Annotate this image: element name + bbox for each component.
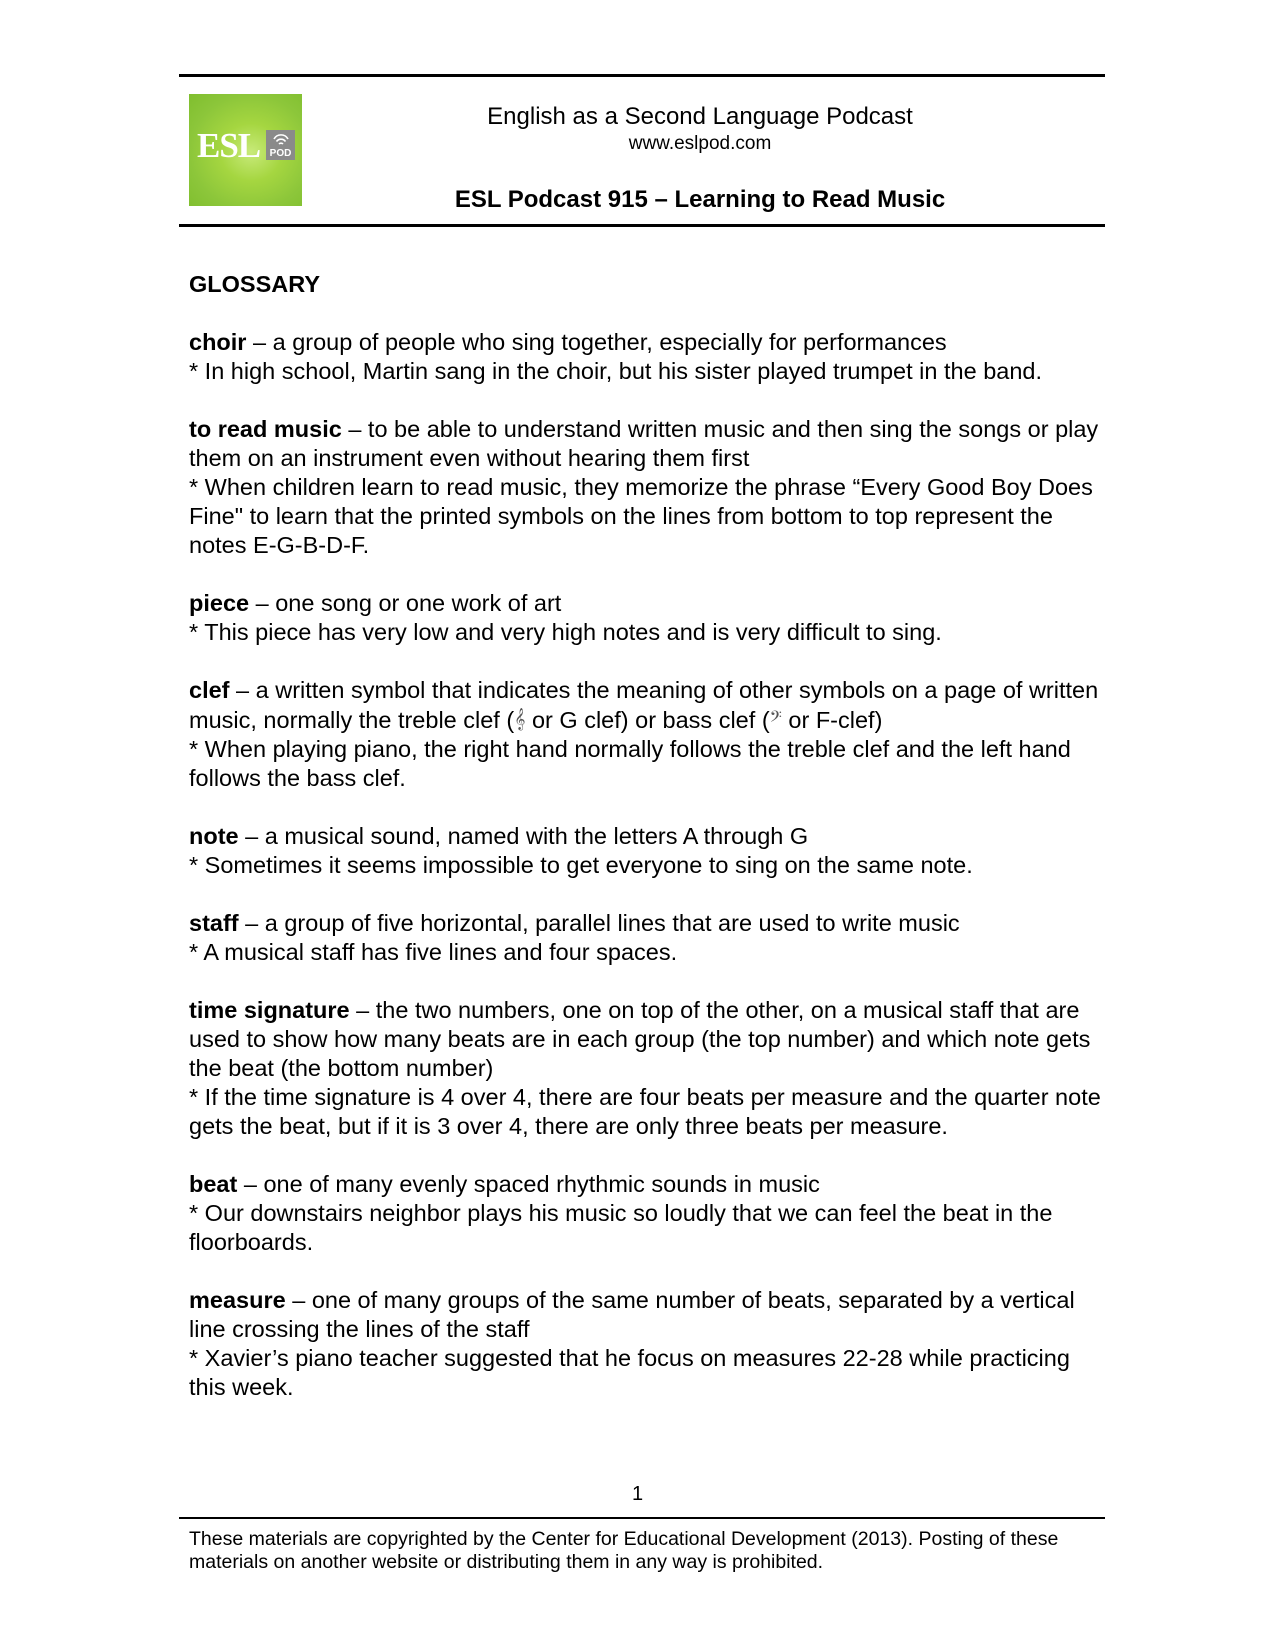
example: * Sometimes it seems impossible to get everyone to sing on the same note. bbox=[189, 852, 973, 878]
term: clef bbox=[189, 677, 230, 703]
episode-title: ESL Podcast 915 – Learning to Read Music bbox=[454, 186, 946, 213]
glossary-section bbox=[189, 270, 1109, 1431]
example: * This piece has very low and very high notes and is very difficult to sing. bbox=[189, 619, 942, 645]
treble-clef-icon: 𝄞 bbox=[514, 708, 526, 730]
glossary-entry-piece bbox=[189, 589, 1109, 647]
glossary-entry-choir bbox=[189, 328, 1109, 386]
definition: – one of many groups of the same number of beats, separated by a vertical line crossing the lines of the staff bbox=[189, 1287, 1075, 1342]
glossary-entry-staff bbox=[189, 909, 1109, 967]
eslpod-logo bbox=[189, 94, 302, 206]
definition: – a musical sound, named with the letters A through G bbox=[238, 823, 809, 849]
footer-rule bbox=[179, 1517, 1105, 1519]
definition: – the two numbers, one on top of the other, on a musical staff that are used to show how many beats are in each group (the top number) and which note gets the beat (the bottom number) bbox=[189, 997, 1091, 1081]
term: piece bbox=[189, 590, 250, 616]
bass-clef-icon: 𝄢 bbox=[769, 708, 782, 730]
definition-part-a: – a written symbol that indicates the meaning of other symbols on a page of written music, normally the treble clef ( bbox=[189, 677, 1099, 733]
page-number: 1 bbox=[631, 1483, 644, 1505]
site-name: English as a Second Language Podcast bbox=[487, 103, 913, 130]
header-top-rule bbox=[179, 74, 1105, 77]
term: measure bbox=[189, 1287, 286, 1313]
example: * In high school, Martin sang in the choir, but his sister played trumpet in the band. bbox=[189, 358, 1043, 384]
example: * Our downstairs neighbor plays his music so loudly that we can feel the beat in the floorboards. bbox=[189, 1200, 1053, 1255]
term: to read music bbox=[189, 416, 342, 442]
podcast-wave-icon bbox=[273, 132, 289, 147]
definition: – a group of people who sing together, especially for performances bbox=[246, 329, 947, 355]
definition: – to be able to understand written music and then sing the songs or play them on an instrument even without hearing them first bbox=[189, 416, 1099, 471]
example: * A musical staff has five lines and four spaces. bbox=[189, 939, 678, 965]
definition: – one of many evenly spaced rhythmic sounds in music bbox=[237, 1171, 820, 1197]
logo-pod-text: POD bbox=[269, 148, 292, 159]
example: * When children learn to read music, they memorize the phrase “Every Good Boy Does Fine" to learn that the printed symbols on the lines from bottom to top represent the notes E-G-B-D-F. bbox=[189, 474, 1093, 558]
glossary-entry-note bbox=[189, 822, 1109, 880]
term: choir bbox=[189, 329, 247, 355]
term: beat bbox=[189, 1171, 238, 1197]
glossary-title: GLOSSARY bbox=[189, 271, 321, 297]
term: note bbox=[189, 823, 239, 849]
term: time signature bbox=[189, 997, 350, 1023]
glossary-entry-beat bbox=[189, 1170, 1109, 1257]
example: * When playing piano, the right hand normally follows the treble clef and the left hand follows the bass clef. bbox=[189, 736, 1071, 791]
definition-part-b: or G clef) or bass clef ( bbox=[525, 707, 770, 733]
header-bottom-rule bbox=[179, 224, 1105, 227]
term: staff bbox=[189, 910, 239, 936]
example: * If the time signature is 4 over 4, there are four beats per measure and the quarter note gets the beat, but if it is 3 over 4, there are only three beats per measure. bbox=[189, 1084, 1101, 1139]
copyright-notice: These materials are copyrighted by the Center for Educational Development (2013). Posting of these materials on another website or distributing them in any way is prohibited. bbox=[189, 1528, 1059, 1573]
definition-part-c: or F-clef) bbox=[781, 707, 883, 733]
logo-pod-badge bbox=[266, 130, 295, 160]
glossary-entry-measure bbox=[189, 1286, 1109, 1402]
glossary-entry-time-signature bbox=[189, 996, 1109, 1141]
logo-esl-text: ESL bbox=[197, 126, 261, 165]
glossary-entry-clef bbox=[189, 676, 1109, 793]
glossary-entry-to-read-music bbox=[189, 415, 1109, 560]
definition: – one song or one work of art bbox=[249, 590, 562, 616]
definition: – a group of five horizontal, parallel lines that are used to write music bbox=[238, 910, 960, 936]
site-url: www.eslpod.com bbox=[628, 133, 772, 154]
example: * Xavier’s piano teacher suggested that he focus on measures 22-28 while practicing this week. bbox=[189, 1345, 1070, 1400]
